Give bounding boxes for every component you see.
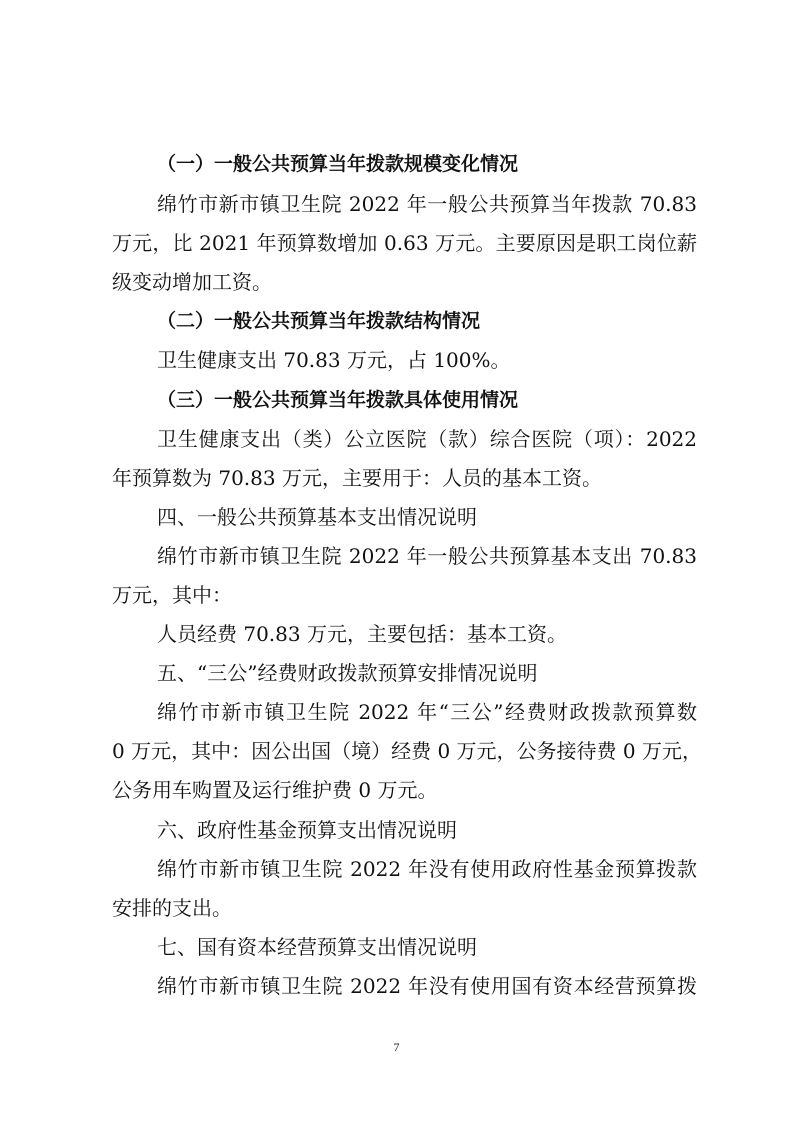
paragraph-line: 0 万元，其中：因公出国（境）经费 0 万元，公务接待费 0 万元， [112, 739, 702, 763]
paragraph-line: 卫生健康支出（类）公立医院（款）综合医院（项）：2022 [157, 427, 697, 451]
section-heading-2: （二）一般公共预算当年拨款结构情况 [157, 310, 481, 332]
section-heading-4: 四、一般公共预算基本支出情况说明 [157, 505, 477, 529]
paragraph-line: 绵竹市新市镇卫生院 2022 年没有使用政府性基金预算拨款 [157, 857, 697, 881]
section-heading-6: 六、政府性基金预算支出情况说明 [157, 818, 457, 842]
paragraph-line: 绵竹市新市镇卫生院 2022 年“三公”经费财政拨款预算数 [157, 700, 697, 724]
paragraph-line: 万元，比 2021 年预算数增加 0.63 万元。主要原因是职工岗位薪 [112, 231, 697, 255]
section-heading-5: 五、“三公”经费财政拨款预算安排情况说明 [157, 661, 538, 685]
page-number: 7 [393, 1040, 400, 1054]
paragraph-line: 公务用车购置及运行维护费 0 万元。 [112, 778, 438, 802]
paragraph-line: 级变动增加工资。 [112, 270, 272, 294]
paragraph-line: 人员经费 70.83 万元，主要包括：基本工资。 [157, 622, 567, 646]
paragraph-line: 年预算数为 70.83 万元，主要用于：人员的基本工资。 [112, 466, 602, 490]
section-heading-7: 七、国有资本经营预算支出情况说明 [157, 935, 477, 959]
paragraph-line: 安排的支出。 [112, 896, 232, 920]
section-heading-3: （三）一般公共预算当年拨款具体使用情况 [157, 389, 519, 411]
paragraph-line: 卫生健康支出 70.83 万元，占 100%。 [157, 348, 511, 372]
section-heading-1: （一）一般公共预算当年拨款规模变化情况 [157, 153, 519, 175]
paragraph-line: 绵竹市新市镇卫生院 2022 年一般公共预算基本支出 70.83 [157, 544, 697, 568]
paragraph-line: 绵竹市新市镇卫生院 2022 年一般公共预算当年拨款 70.83 [157, 192, 697, 216]
paragraph-line: 万元，其中： [112, 583, 232, 607]
paragraph-line: 绵竹市新市镇卫生院 2022 年没有使用国有资本经营预算拨 [157, 974, 697, 998]
